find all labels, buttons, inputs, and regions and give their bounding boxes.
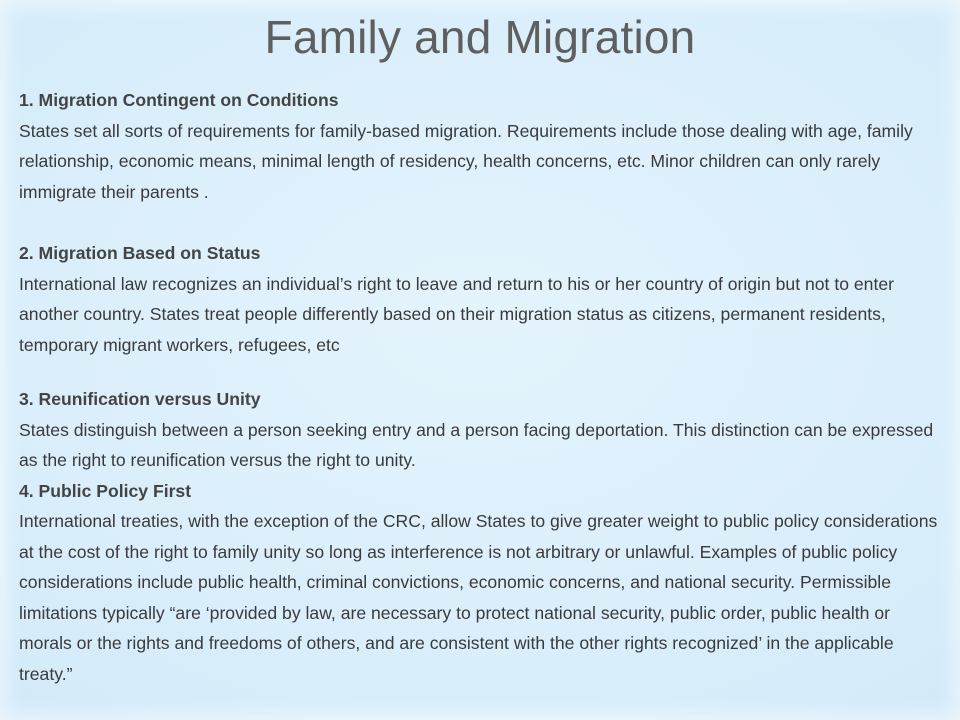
section-body: States distinguish between a person seeking entry and a person facing deportation. This distinction can be expressed as the right to reunification versus the right to unity. (19, 419, 934, 470)
section-heading: 1. Migration Contingent on Conditions (19, 90, 339, 110)
spacer (19, 360, 944, 384)
slide-title: Family and Migration (264, 11, 696, 63)
spacer (19, 207, 944, 238)
section-body: States set all sorts of requirements for family-based migration. Requirements include those dealing with age, family relationship, economic means, minimal length of residency, health concerns, etc. Minor children can only rarely immigrate their parents . (19, 120, 913, 202)
section-body: International law recognizes an individual’s right to leave and return to his or her country of origin but not to enter another country. States treat people differently based on their migration status as citizens, permanent residents, temporary migrant workers, refugees, etc (19, 273, 894, 355)
section-heading: 4. Public Policy First (19, 480, 192, 501)
section-body: International treaties, with the exception of the CRC, allow States to give greater weight to public policy considerations at the cost of the right to family unity so long as interference is not arbitrary or unlawful. Examples of public policy considerations include public health, criminal convictions, economic concerns, and national security. Permissible limitations typically “are ‘provided by law, are necessary to protect national security, public order, public health or morals or the rights and freedoms of others, and are consistent with the other rights recognized’ in the applicable treaty.” (19, 511, 938, 684)
slide-content (19, 85, 944, 689)
section-2 (19, 238, 944, 360)
section-4 (19, 476, 944, 690)
section-3 (19, 384, 944, 476)
section-heading: 3. Reunification versus Unity (19, 389, 261, 409)
section-1 (19, 85, 944, 207)
section-heading: 2. Migration Based on Status (19, 243, 261, 263)
